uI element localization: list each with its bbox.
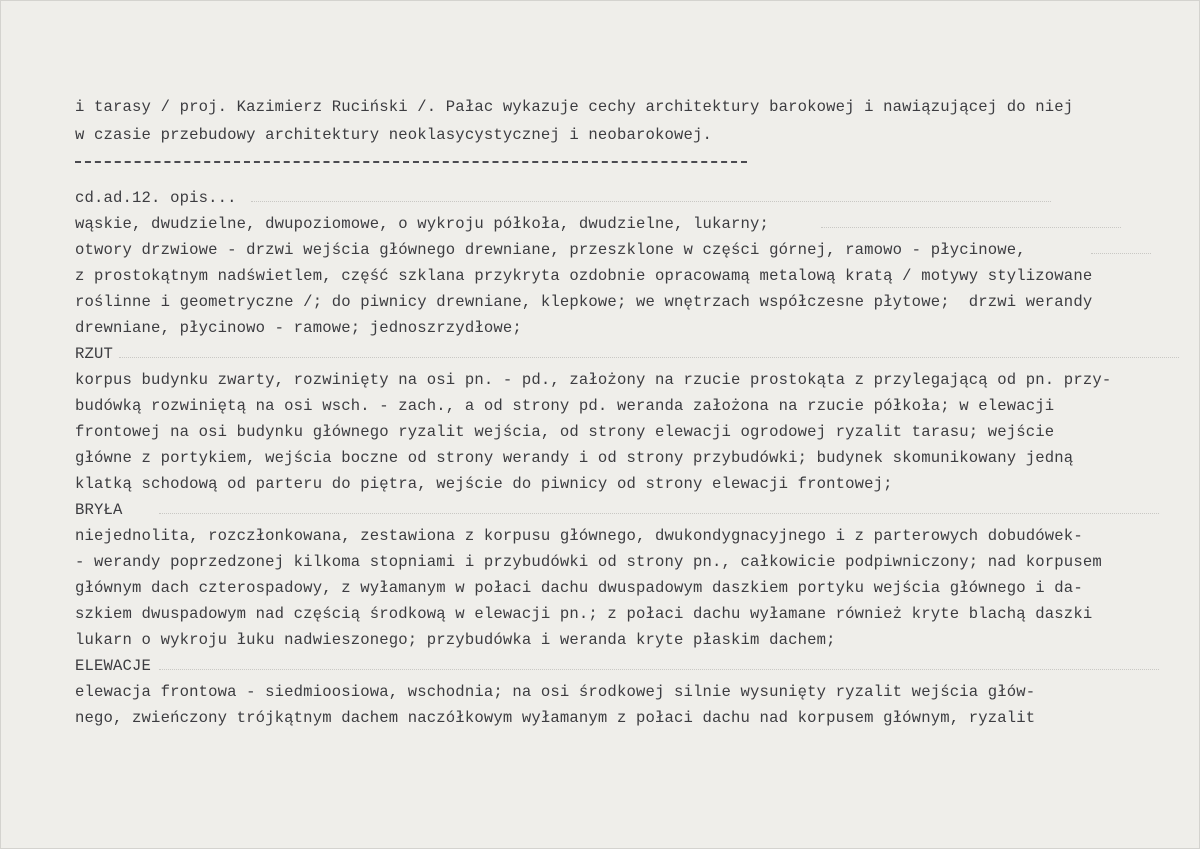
dashed-separator [75,161,747,163]
body-line: - werandy poprzedzonej kilkoma stopniami i przybudówki od strony pn., całkowicie podpiwniczony; nad korpusem [75,553,1102,571]
ruling-line [159,669,1159,670]
section-heading-bryla: BRYŁA [75,501,123,519]
ruling-line [1091,253,1151,254]
body-line: główne z portykiem, wejścia boczne od strony werandy i od strony przybudówki; budynek skomunikowany jedną [75,449,1074,467]
section-heading-elewacje: ELEWACJE [75,657,152,675]
body-line: korpus budynku zwarty, rozwinięty na osi pn. - pd., założony na rzucie prostokąta z przylegającą od pn. przy- [75,371,1112,389]
body-line: roślinne i geometryczne /; do piwnicy drewniane, klepkowe; we wnętrzach współczesne płytowe; drzwi werandy [75,293,1093,311]
body-line: wąskie, dwudzielne, dwupoziomowe, o wykroju półkoła, dwudzielne, lukarny; [75,215,770,233]
body-line: głównym dach czterospadowy, z wyłamanym w połaci dachu dwuspadowym daszkiem portyku wejścia głównego i da- [75,579,1083,597]
body-line: budówką rozwiniętą na osi wsch. - zach., a od strony pd. weranda założona na rzucie półkoła; w elewacji [75,397,1055,415]
body-line: nego, zwieńczony trójkątnym dachem naczółkowym wyłamanym z połaci dachu nad korpusem głównym, ryzalit [75,709,1036,727]
body-line: z prostokątnym nadświetlem, część szklana przykryta ozdobnie opracowamą metalową kratą / motywy stylizowane [75,267,1093,285]
body-line: klatką schodową od parteru do piętra, wejście do piwnicy od strony elewacji frontowej; [75,475,893,493]
body-line: frontowej na osi budynku głównego ryzalit wejścia, od strony elewacji ogrodowej ryzalit tarasu; wejście [75,423,1055,441]
continuation-label: cd.ad.12. opis... [75,189,237,207]
body-line: elewacja frontowa - siedmioosiowa, wschodnia; na osi środkowej silnie wysunięty ryzalit wejścia głów- [75,683,1036,701]
intro-line-2: w czasie przebudowy architektury neoklasycystycznej i neobarokowej. [75,126,713,144]
body-line: lukarn o wykroju łuku nadwieszonego; przybudówka i weranda kryte płaskim dachem; [75,631,836,649]
ruling-line [251,201,1051,202]
intro-line-1: i tarasy / proj. Kazimierz Ruciński /. Pałac wykazuje cechy architektury barokowej i nawiązującej do niej [75,98,1074,116]
body-line: drewniane, płycinowo - ramowe; jednoszrzydłowe; [75,319,522,337]
section-heading-rzut: RZUT [75,345,114,363]
body-line: otwory drzwiowe - drzwi wejścia głównego drewniane, przeszklone w części górnej, ramowo - płycinowe, [75,241,1026,259]
body-line: szkiem dwuspadowym nad częścią środkową w elewacji pn.; z połaci dachu wyłamane również kryte blachą daszki [75,605,1093,623]
ruling-line [821,227,1121,228]
ruling-line [159,513,1159,514]
body-line: niejednolita, rozczłonkowana, zestawiona z korpusu głównego, dwukondygnacyjnego i z parterowych dobudówek- [75,527,1083,545]
ruling-line [119,357,1179,358]
